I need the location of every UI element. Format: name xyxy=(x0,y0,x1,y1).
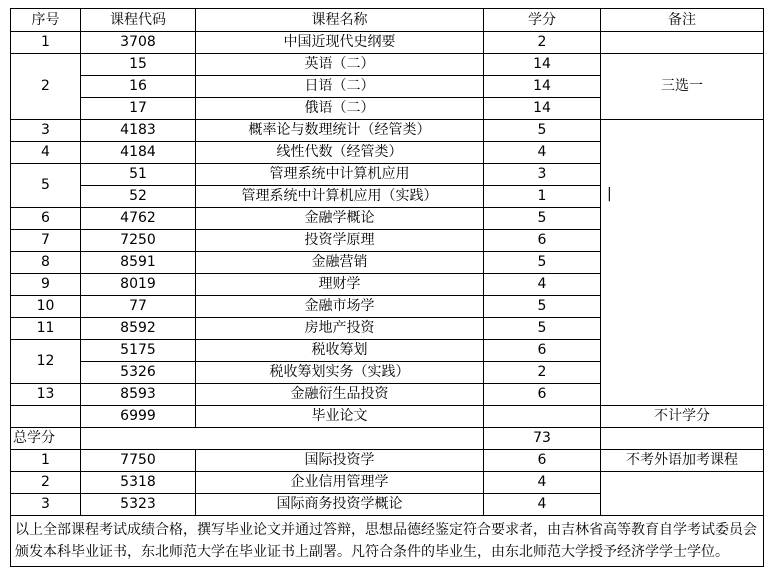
cell-name: 日语（二） xyxy=(196,76,484,98)
cell-no xyxy=(11,406,81,428)
cell-credit: 1 xyxy=(484,186,601,208)
cell-no: 11 xyxy=(11,318,81,340)
cell-name: 中国近现代史纲要 xyxy=(196,32,484,54)
cell-code: 5323 xyxy=(81,494,196,516)
header-credit: 学分 xyxy=(484,9,601,32)
extra-row xyxy=(11,450,764,472)
cell-credit: 14 xyxy=(484,76,601,98)
cell-code: 8591 xyxy=(81,252,196,274)
cell-code: 16 xyxy=(81,76,196,98)
cell-credit: 6 xyxy=(484,384,601,406)
header-note: 备注 xyxy=(601,9,764,32)
cell-credit: 4 xyxy=(484,142,601,164)
table-row xyxy=(11,32,764,54)
cell-no: 6 xyxy=(11,208,81,230)
cell-note-language-choice: 三选一 xyxy=(601,54,764,120)
cell-no: 8 xyxy=(11,252,81,274)
cell-name: 金融营销 xyxy=(196,252,484,274)
cell-code: 5318 xyxy=(81,472,196,494)
cell-name: 企业信用管理学 xyxy=(196,472,484,494)
cell-credit: 6 xyxy=(484,340,601,362)
table-row-thesis xyxy=(11,406,764,428)
cell-code: 52 xyxy=(81,186,196,208)
cell-credit: 14 xyxy=(484,54,601,76)
extra-row xyxy=(11,472,764,494)
cell-code: 5175 xyxy=(81,340,196,362)
header-name: 课程名称 xyxy=(196,9,484,32)
cell-code: 17 xyxy=(81,98,196,120)
cell-credit xyxy=(484,406,601,428)
footer-row xyxy=(11,516,764,567)
cell-name: 税收筹划 xyxy=(196,340,484,362)
cell-name: 俄语（二） xyxy=(196,98,484,120)
cell-code: 3708 xyxy=(81,32,196,54)
cell-code: 77 xyxy=(81,296,196,318)
cell-no: 1 xyxy=(11,450,81,472)
total-credit: 73 xyxy=(484,428,601,450)
cell-name: 毕业论文 xyxy=(196,406,484,428)
cell-credit: 5 xyxy=(484,296,601,318)
total-label: 总学分 xyxy=(11,428,81,450)
header-no: 序号 xyxy=(11,9,81,32)
cell-no: 13 xyxy=(11,384,81,406)
cell-code: 4762 xyxy=(81,208,196,230)
cell-name: 金融衍生品投资 xyxy=(196,384,484,406)
table-row xyxy=(11,54,764,76)
cell-code: 6999 xyxy=(81,406,196,428)
cell-credit: 4 xyxy=(484,472,601,494)
cell-code: 8592 xyxy=(81,318,196,340)
cell-name: 管理系统中计算机应用（实践） xyxy=(196,186,484,208)
header-row xyxy=(11,9,764,32)
cell-name: 金融学概论 xyxy=(196,208,484,230)
curriculum-table xyxy=(10,8,764,567)
cell-name: 投资学原理 xyxy=(196,230,484,252)
cell-name: 理财学 xyxy=(196,274,484,296)
cell-name: 税收筹划实务（实践） xyxy=(196,362,484,384)
cell-code: 51 xyxy=(81,164,196,186)
cell-credit: 4 xyxy=(484,494,601,516)
cell-credit: 3 xyxy=(484,164,601,186)
cell-name: 英语（二） xyxy=(196,54,484,76)
cell-no: 3 xyxy=(11,120,81,142)
cell-credit: 2 xyxy=(484,362,601,384)
cell-name: 金融市场学 xyxy=(196,296,484,318)
cell-credit: 6 xyxy=(484,450,601,472)
cell-no: 3 xyxy=(11,494,81,516)
total-note-empty xyxy=(601,428,764,450)
cell-code: 7250 xyxy=(81,230,196,252)
table-row xyxy=(11,120,764,142)
cell-credit: 6 xyxy=(484,230,601,252)
cell-name: 房地产投资 xyxy=(196,318,484,340)
cell-no: 4 xyxy=(11,142,81,164)
total-row xyxy=(11,428,764,450)
cell-code: 4184 xyxy=(81,142,196,164)
cell-code: 4183 xyxy=(81,120,196,142)
cell-code: 5326 xyxy=(81,362,196,384)
cell-note-empty xyxy=(601,32,764,54)
cell-name: 管理系统中计算机应用 xyxy=(196,164,484,186)
cell-credit: 5 xyxy=(484,252,601,274)
cell-name: 国际商务投资学概论 xyxy=(196,494,484,516)
cell-note-empty xyxy=(601,472,764,516)
cell-credit: 5 xyxy=(484,120,601,142)
cell-name: 线性代数（经管类） xyxy=(196,142,484,164)
cell-no: 7 xyxy=(11,230,81,252)
cell-code: 15 xyxy=(81,54,196,76)
cell-no: 9 xyxy=(11,274,81,296)
cell-credit: 5 xyxy=(484,208,601,230)
text-cursor-mark: | xyxy=(607,186,612,202)
cell-name: 概率论与数理统计（经管类） xyxy=(196,120,484,142)
cell-credit: 2 xyxy=(484,32,601,54)
cell-credit: 5 xyxy=(484,318,601,340)
cell-code: 8593 xyxy=(81,384,196,406)
cell-no: 2 xyxy=(11,472,81,494)
cell-code: 8019 xyxy=(81,274,196,296)
cell-no: 12 xyxy=(11,340,81,384)
cell-no: 2 xyxy=(11,54,81,120)
cell-no: 5 xyxy=(11,164,81,208)
cell-note-extra: 不考外语加考课程 xyxy=(601,450,764,472)
cell-no: 10 xyxy=(11,296,81,318)
total-empty xyxy=(81,428,484,450)
cell-credit: 4 xyxy=(484,274,601,296)
cell-note-block xyxy=(601,120,764,406)
cell-code: 7750 xyxy=(81,450,196,472)
cell-name: 国际投资学 xyxy=(196,450,484,472)
cell-note: 不计学分 xyxy=(601,406,764,428)
header-code: 课程代码 xyxy=(81,9,196,32)
cell-credit: 14 xyxy=(484,98,601,120)
footer-text: 以上全部课程考试成绩合格，撰写毕业论文并通过答辩，思想品德经鉴定符合要求者，由吉林省高等教育自学考试委员会颁发本科毕业证书，东北师范大学在毕业证书上副署。凡符合条件的毕业生，由东北师范大学授予经济学学士学位。 xyxy=(11,516,764,567)
cell-no: 1 xyxy=(11,32,81,54)
